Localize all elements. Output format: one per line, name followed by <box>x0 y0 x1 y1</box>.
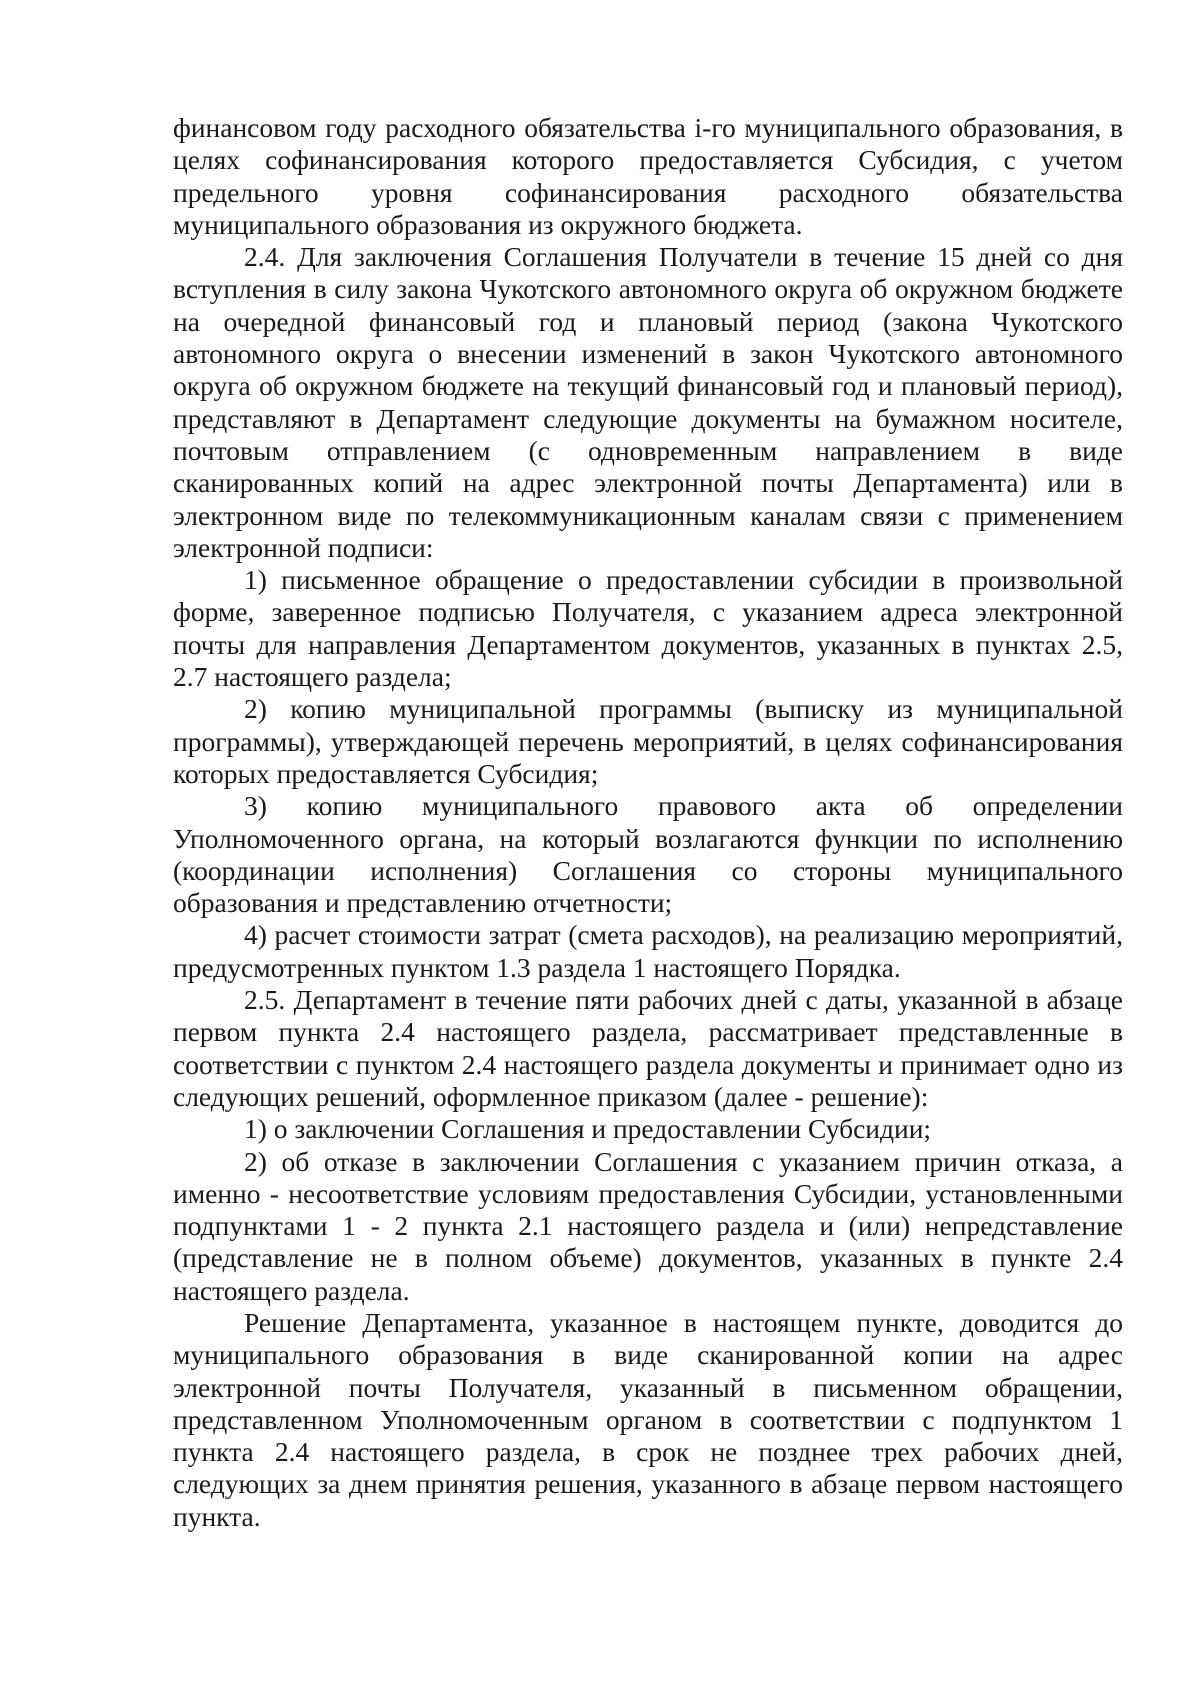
list-item-2-4-2: 2) копию муниципальной программы (выписку из муниципальной программы), утверждающей перечень мероприятий, в целях софинансирования которых предоставляется Субсидия; <box>173 693 1123 789</box>
list-item-2-5-2: 2) об отказе в заключении Соглашения с указанием причин отказа, а именно - несоответствие условиям предоставления Субсидии, установленными подпунктами 1 - 2 пункта 2.1 настоящего раздела и (или) непредставление (представление не в полном объеме) документов, указанных в пункте 2.4 настоящего раздела. <box>173 1145 1123 1306</box>
list-item-2-4-1: 1) письменное обращение о предоставлении субсидии в произвольной форме, заверенное подписью Получателя, с указанием адреса электронной почты для направления Департаментом документов, указанных в пунктах 2.5, 2.7 настоящего раздела; <box>173 564 1123 693</box>
list-item-2-5-1: 1) о заключении Соглашения и предоставлении Субсидии; <box>244 1113 932 1145</box>
list-item-2-4-3: 3) копию муниципального правового акта об определении Уполномоченного органа, на который возлагаются функции по исполнению (координации исполнения) Соглашения со стороны муниципального образования и представлению отчетности; <box>173 790 1123 919</box>
list-item-2-4-4: 4) расчет стоимости затрат (смета расходов), на реализацию мероприятий, предусмотренных пунктом 1.3 раздела 1 настоящего Порядка. <box>173 919 1123 983</box>
document-page <box>173 112 1123 1533</box>
paragraph-2-4: 2.4. Для заключения Соглашения Получатели в течение 15 дней со дня вступления в силу закона Чукотского автономного округа об окружном бюджете на очередной финансовый год и плановый период (закона Чукотского автономного округа о внесении изменений в закон Чукотского автономного округа об окружном бюджете на текущий финансовый год и плановый период), представляют в Департамент следующие документы на бумажном носителе, почтовым отправлением (с одновременным направлением в виде сканированных копий на адрес электронной почты Департамента) или в электронном виде по телекоммуникационным каналам связи с применением электронной подписи: <box>173 241 1123 563</box>
paragraph-continuation: финансовом году расходного обязательства i-го муниципального образования, в целях софинансирования которого предоставляется Субсидия, с учетом предельного уровня софинансирования расходного обязательства муниципального образования из окружного бюджета. <box>173 112 1123 240</box>
paragraph-decision: Решение Департамента, указанное в настоящем пункте, доводится до муниципального образования в виде сканированной копии на адрес электронной почты Получателя, указанный в письменном обращении, представленном Уполномоченным органом в соответствии с подпунктом 1 пункта 2.4 настоящего раздела, в срок не позднее трех рабочих дней, следующих за днем принятия решения, указанного в абзаце первом настоящего пункта. <box>173 1306 1123 1532</box>
paragraph-2-5: 2.5. Департамент в течение пяти рабочих дней с даты, указанной в абзаце первом пункта 2.4 настоящего раздела, рассматривает представленные в соответствии с пунктом 2.4 настоящего раздела документы и принимает одно из следующих решений, оформленное приказом (далее - решение): <box>173 984 1123 1112</box>
